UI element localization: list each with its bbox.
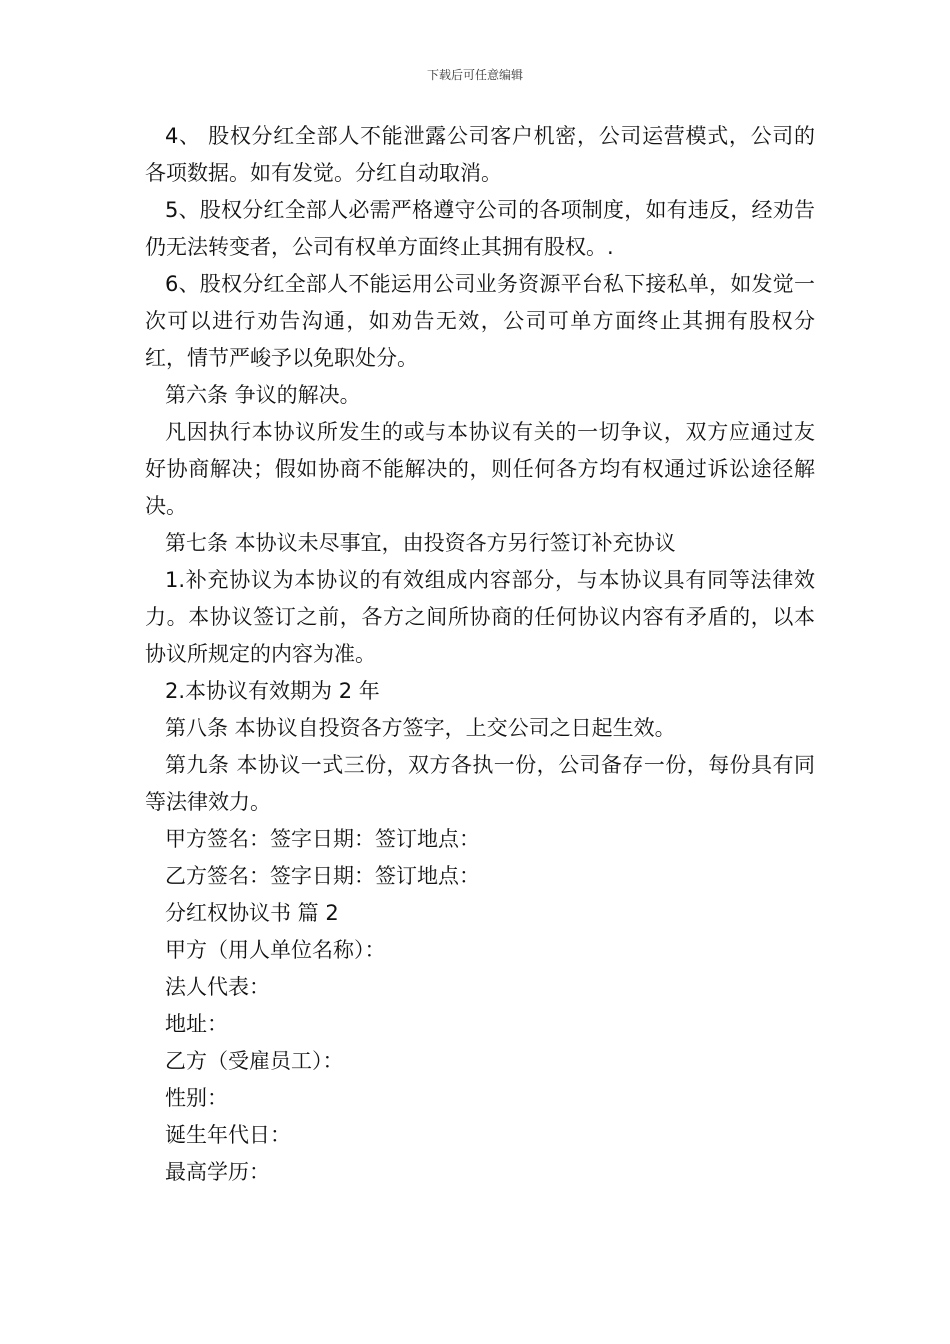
party-b-field: 乙方（受雇员工）：: [165, 1049, 344, 1073]
clause-5: 5、股权分红全部人必需严格遵守公司的各项制度，如有违反，经劝告仍无法转变者，公司有权单方面终止其拥有股权。.: [145, 198, 815, 259]
article-8: 第八条 本协议自投资各方签字，上交公司之日起生效。: [165, 716, 676, 740]
party-b-signature-line: 乙方签名：签字日期：签订地点：: [165, 864, 480, 888]
birth-date-field: 诞生年代日：: [165, 1123, 291, 1147]
article-6-body: 凡因执行本协议所发生的或与本协议有关的一切争议，双方应通过友好协商解决；假如协商不能解决的，则任何各方均有权通过诉讼途径解决。: [145, 420, 815, 518]
article-7-title: 第七条 本协议未尽事宜，由投资各方另行签订补充协议: [165, 531, 676, 555]
gender-field: 性别：: [165, 1086, 228, 1110]
article-6-title: 第六条 争议的解决。: [165, 383, 361, 407]
party-a-signature-line: 甲方签名：签字日期：签订地点：: [165, 827, 480, 851]
article-9: 第九条 本协议一式三份，双方各执一份，公司备存一份，每份具有同等法律效力。: [145, 753, 815, 814]
education-field: 最高学历：: [165, 1160, 270, 1184]
page-header: 下载后可任意编辑: [426, 68, 523, 82]
clause-6: 6、股权分红全部人不能运用公司业务资源平台私下接私单，如发觉一次可以进行劝告沟通，如劝告无效，公司可单方面终止其拥有股权分红，情节严峻予以免职处分。: [145, 272, 815, 370]
document-body: [145, 118, 815, 1191]
clause-4: 4、 股权分红全部人不能泄露公司客户机密，公司运营模式，公司的各项数据。如有发觉。分红自动取消。: [145, 124, 815, 185]
article-7-item-2: 2.本协议有效期为 2 年: [165, 679, 380, 703]
legal-representative-field: 法人代表：: [165, 975, 270, 999]
section-title: 分红权协议书 篇 2: [165, 901, 339, 925]
address-field: 地址：: [165, 1012, 228, 1036]
party-a-field: 甲方（用人单位名称）：: [165, 938, 386, 962]
article-7-item-1: 1.补充协议为本协议的有效组成内容部分，与本协议具有同等法律效力。本协议签订之前，各方之间所协商的任何协议内容有矛盾的，以本协议所规定的内容为准。: [145, 568, 815, 666]
